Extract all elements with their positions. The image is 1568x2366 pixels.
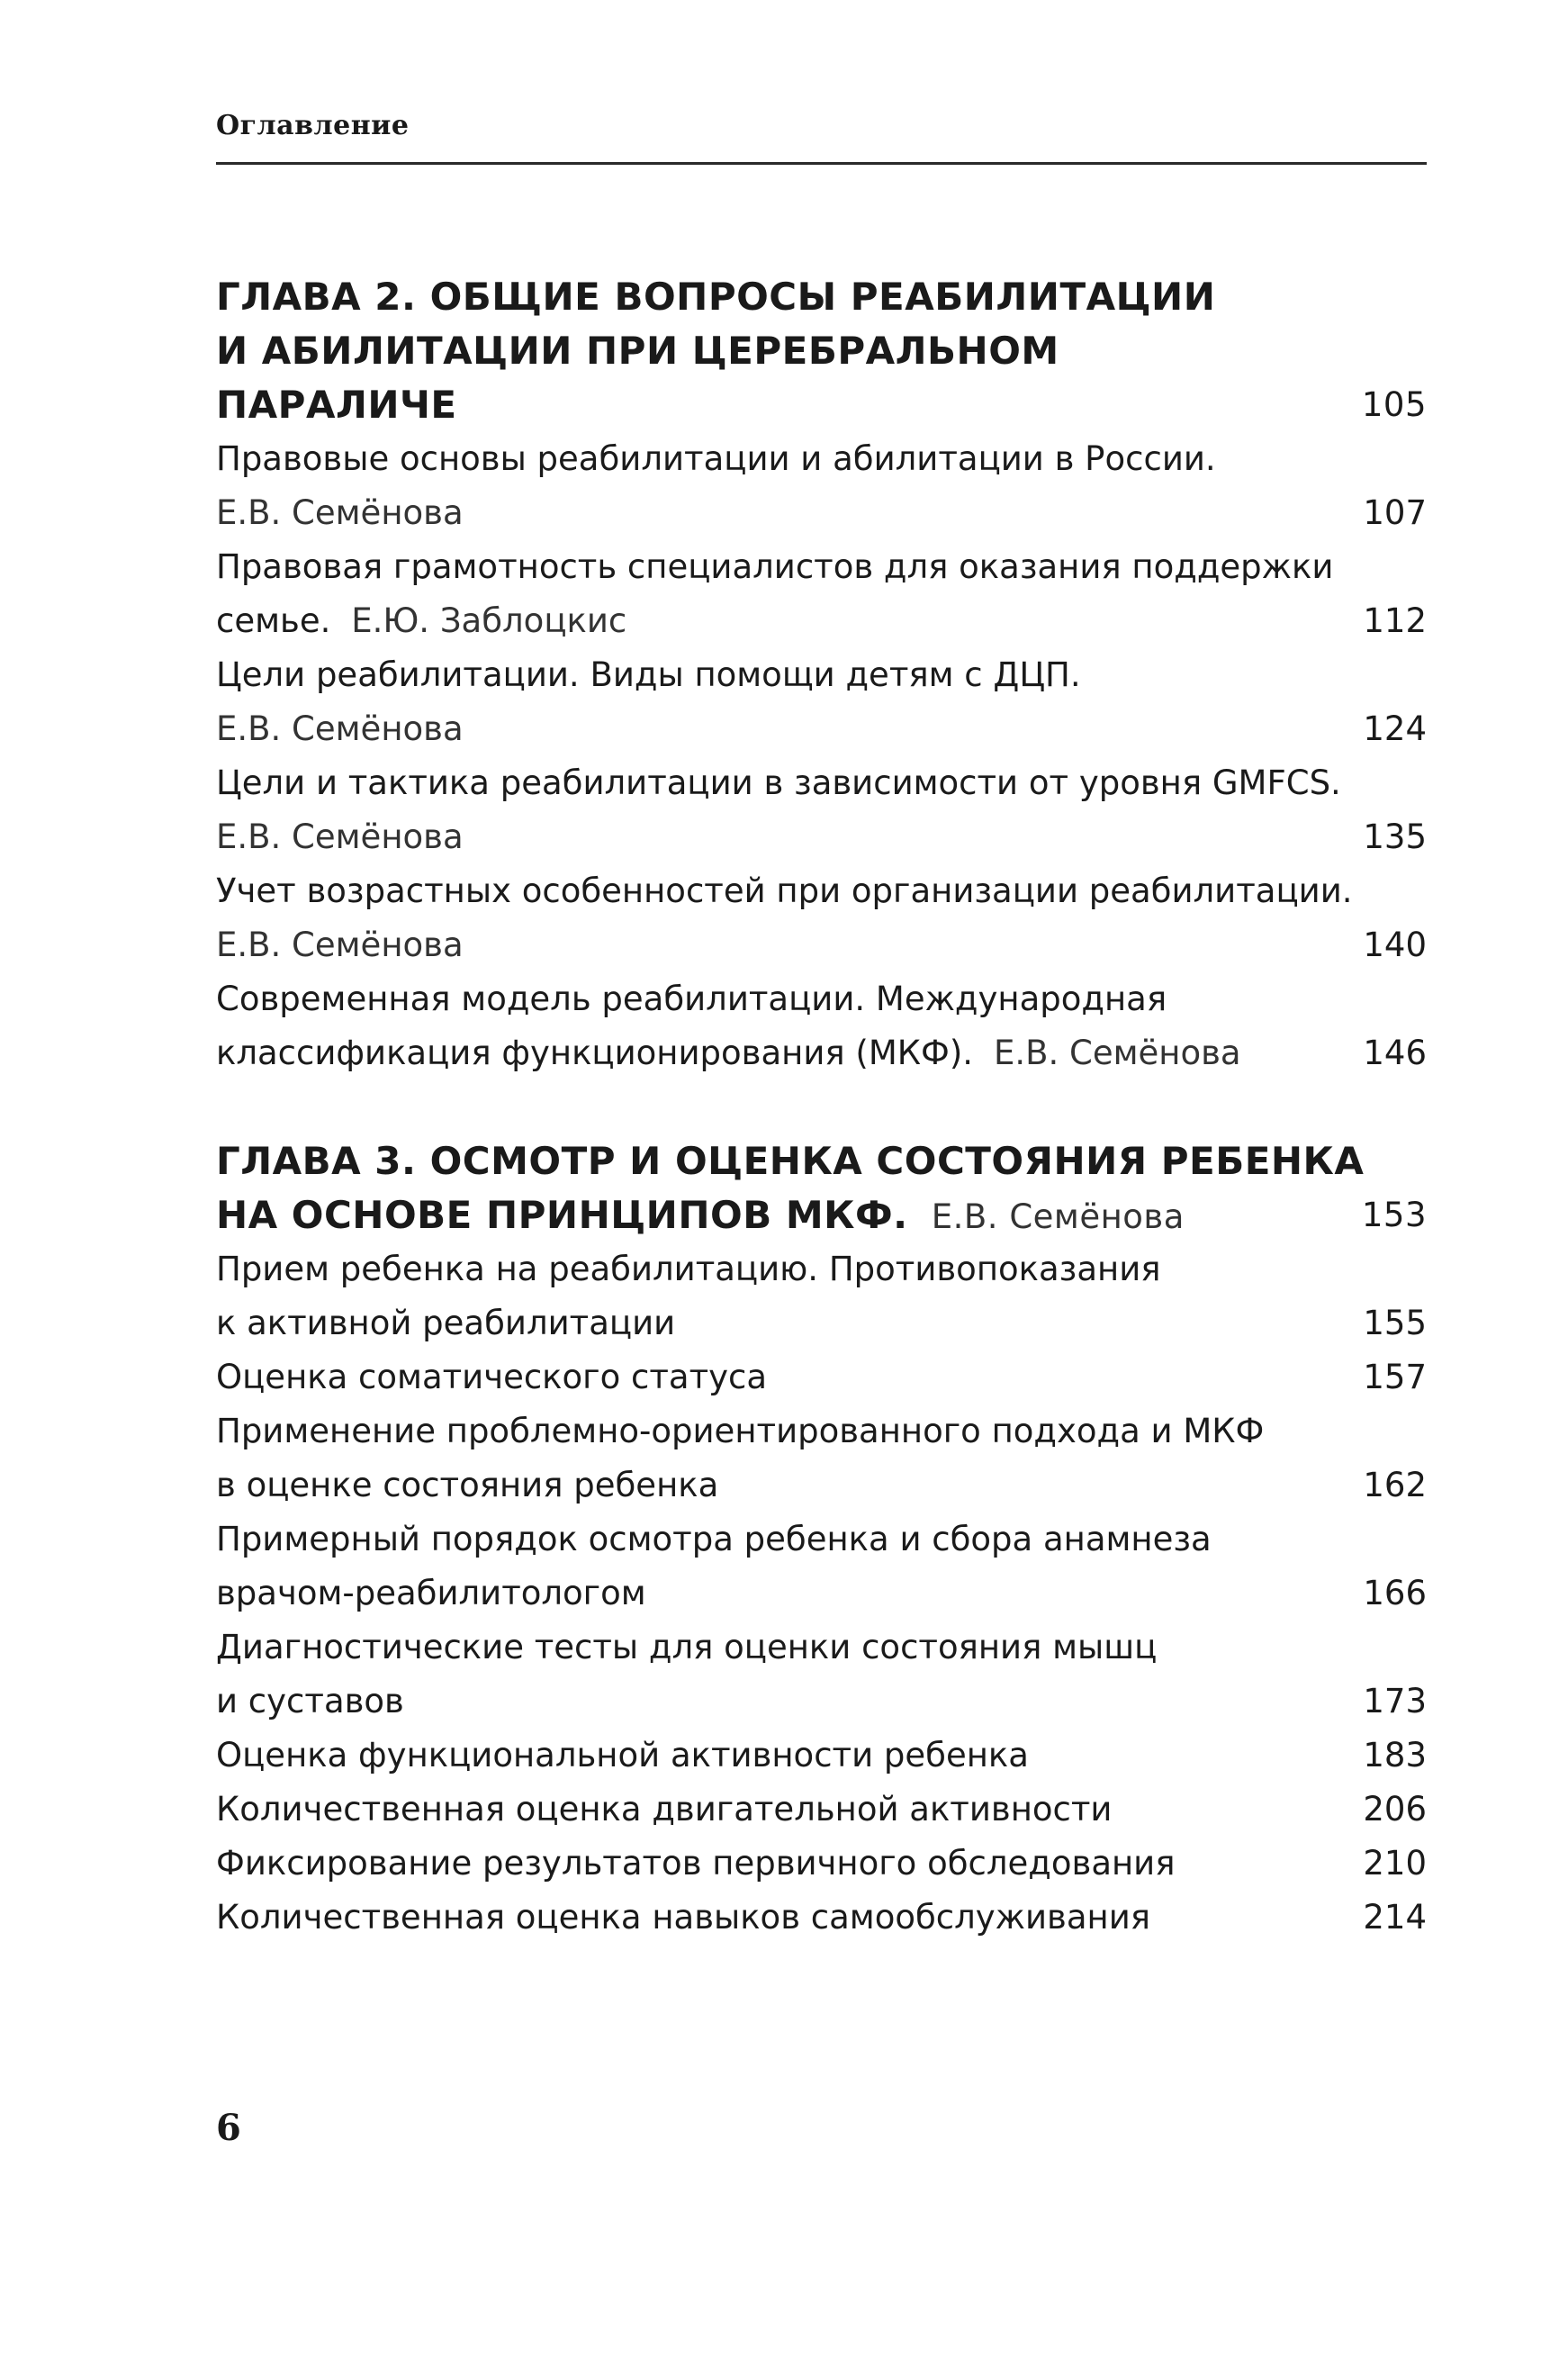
toc-entry-line[interactable] (216, 756, 1427, 810)
toc-entry-title: Фиксирование результатов первичного обследования (216, 1844, 1176, 1883)
toc-entry-author: Е.В. Семёнова (216, 926, 464, 964)
chapter3-page-number: 153 (1361, 1196, 1427, 1234)
toc-entry-title: Примерный порядок осмотра ребенка и сбора анамнеза (216, 1520, 1212, 1558)
toc-entry-title: классификация функционирования (МКФ). (216, 1034, 974, 1072)
toc-entry-page: 162 (1363, 1466, 1427, 1504)
toc-entry-line[interactable] (216, 1783, 1427, 1837)
toc-entry-line[interactable] (216, 1350, 1427, 1404)
toc-entry-title: Правовые основы реабилитации и абилитации в России. (216, 439, 1216, 478)
toc-entry-title: к активной реабилитации (216, 1304, 676, 1342)
chapter3-title-part1: ГЛАВА 3. ОСМОТР И ОЦЕНКА СОСТОЯНИЯ РЕБЕНКА (216, 1139, 1365, 1183)
toc-entry-page: 135 (1363, 817, 1427, 856)
toc-entry-page: 157 (1363, 1358, 1427, 1396)
toc-entry-line[interactable] (216, 648, 1427, 702)
chapter3-heading-line1[interactable] (216, 1134, 1427, 1188)
toc-entry-author: Е.В. Семёнова (993, 1034, 1241, 1072)
toc-entry-page: 146 (1363, 1034, 1427, 1072)
running-head: Оглавление (216, 110, 410, 141)
toc-entry-line[interactable] (216, 486, 1427, 540)
toc-entry-page: 206 (1363, 1790, 1427, 1829)
toc-entry-title: Диагностические тесты для оценки состояния мышц (216, 1628, 1158, 1666)
toc-entry-page: 112 (1363, 601, 1427, 640)
toc-entry-line[interactable] (216, 1242, 1427, 1296)
toc-entry-title: Правовая грамотность специалистов для оказания поддержки (216, 547, 1334, 586)
toc-entry-line[interactable] (216, 1513, 1427, 1567)
toc-entry-line[interactable] (216, 918, 1427, 972)
toc-entry-line[interactable] (216, 864, 1427, 918)
toc-entry-title: в оценке состояния ребенка (216, 1466, 719, 1504)
toc-entry-page: 107 (1363, 493, 1427, 532)
toc-entry-title: Современная модель реабилитации. Международная (216, 980, 1167, 1018)
toc-entry-title: Количественная оценка навыков самообслуживания (216, 1898, 1151, 1937)
toc-entry-title: Применение проблемно-ориентированного подхода и МКФ (216, 1412, 1265, 1450)
toc-entry-title: Оценка соматического статуса (216, 1358, 768, 1396)
chapter2-heading-line3[interactable] (216, 378, 1427, 432)
toc-entry-page: 166 (1363, 1574, 1427, 1612)
chapter3-heading-line2[interactable] (216, 1188, 1427, 1242)
toc-entry-line[interactable] (216, 1729, 1427, 1783)
chapter2-title-part2: И АБИЛИТАЦИИ ПРИ ЦЕРЕБРАЛЬНОМ (216, 329, 1059, 373)
toc-entry-line[interactable] (216, 1026, 1427, 1080)
chapter3-author: Е.В. Семёнова (931, 1197, 1185, 1236)
toc-entry-author: Е.В. Семёнова (216, 817, 464, 856)
toc-entry-line[interactable] (216, 1675, 1427, 1729)
toc-entry-line[interactable] (216, 1458, 1427, 1513)
toc-entry-line[interactable] (216, 432, 1427, 486)
toc-entry-author: Е.В. Семёнова (216, 709, 464, 748)
toc-entry-title: Количественная оценка двигательной активности (216, 1790, 1113, 1829)
toc-entry-title: врачом-реабилитологом (216, 1574, 646, 1612)
page-number: 6 (216, 2107, 241, 2149)
toc-entry-author: Е.Ю. Заблоцкис (351, 601, 627, 640)
toc-entry-page: 124 (1363, 709, 1427, 748)
toc-entry-line[interactable] (216, 1891, 1427, 1945)
toc-entry-line[interactable] (216, 594, 1427, 648)
toc-entry-title: Цели и тактика реабилитации в зависимости от уровня GMFCS. (216, 763, 1341, 802)
toc-entry-title: и суставов (216, 1682, 404, 1720)
chapter2-heading-line1[interactable] (216, 270, 1427, 324)
chapter2-page-number: 105 (1361, 385, 1427, 424)
chapter3-title-part2: НА ОСНОВЕ ПРИНЦИПОВ МКФ. (216, 1193, 908, 1237)
toc-entry-line[interactable] (216, 1837, 1427, 1891)
toc-entry-author: Е.В. Семёнова (216, 493, 464, 532)
chapter2-title-part1: ГЛАВА 2. ОБЩИЕ ВОПРОСЫ РЕАБИЛИТАЦИИ (216, 275, 1216, 319)
toc-entry-line[interactable] (216, 1296, 1427, 1350)
toc-entry-line[interactable] (216, 702, 1427, 756)
toc-entry-line[interactable] (216, 972, 1427, 1026)
toc-entry-title: Прием ребенка на реабилитацию. Противопоказания (216, 1250, 1161, 1288)
toc-entry-page: 214 (1363, 1898, 1427, 1937)
chapter2-title-part3: ПАРАЛИЧЕ (216, 383, 457, 427)
header-divider (216, 162, 1427, 165)
toc-entry-page: 210 (1363, 1844, 1427, 1883)
toc-entry-title: Оценка функциональной активности ребенка (216, 1736, 1029, 1774)
toc-entry-page: 183 (1363, 1736, 1427, 1774)
toc-entry-title: Цели реабилитации. Виды помощи детям с ДЦП. (216, 655, 1081, 694)
toc-entry-title: Учет возрастных особенностей при организации реабилитации. (216, 871, 1353, 910)
toc-entry-title: семье. (216, 601, 331, 640)
toc-entry-page: 140 (1363, 926, 1427, 964)
toc-entry-line[interactable] (216, 540, 1427, 594)
chapter2-heading-line2[interactable] (216, 324, 1427, 378)
toc-entry-line[interactable] (216, 1621, 1427, 1675)
toc-entry-line[interactable] (216, 1404, 1427, 1458)
toc-entry-page: 173 (1363, 1682, 1427, 1720)
toc-entry-line[interactable] (216, 1567, 1427, 1621)
toc-entry-line[interactable] (216, 810, 1427, 864)
toc-entry-page: 155 (1363, 1304, 1427, 1342)
